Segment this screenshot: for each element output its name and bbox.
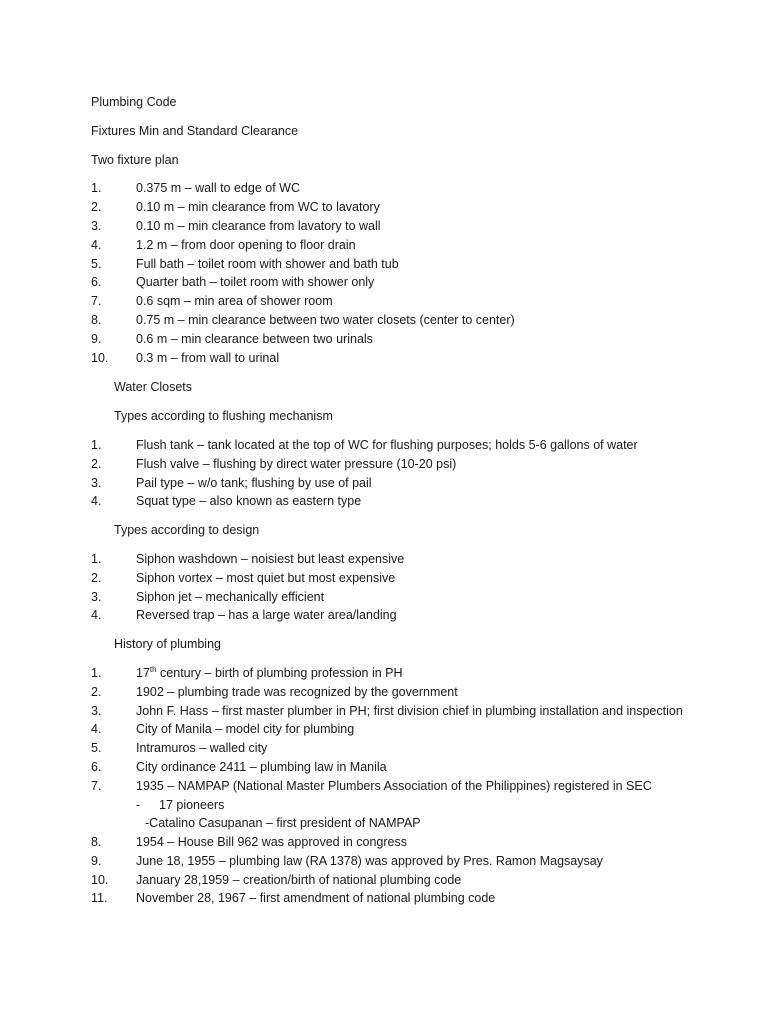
- list-item: 8. 0.75 m – min clearance between two water closets (center to center): [91, 312, 515, 327]
- list-item: 3. Siphon jet – mechanically efficient: [91, 589, 325, 604]
- history-heading: History of plumbing: [114, 637, 221, 652]
- list-item: 3. John F. Hass – first master plumber in PH; first division chief in plumbing installation and inspection: [91, 703, 683, 718]
- list-item: 2. Flush valve – flushing by direct water pressure (10-20 psi): [91, 456, 457, 471]
- list-item: 8. 1954 – House Bill 962 was approved in congress: [91, 835, 408, 850]
- list-item: 11. November 28, 1967 – first amendment of national plumbing code: [91, 891, 496, 906]
- list-item: 4. City of Manila – model city for plumbing: [91, 722, 355, 737]
- list-item: 2. 1902 – plumbing trade was recognized by the government: [91, 684, 458, 699]
- list-item: 4. Squat type – also known as eastern type: [91, 494, 362, 509]
- sub-item-text: -Catalino Casupanan – first president of NAMPAP: [145, 816, 421, 831]
- list-item: 1. 17th century – birth of plumbing profession in PH: [91, 664, 403, 680]
- list-item: 3. 0.10 m – min clearance from lavatory to wall: [91, 218, 381, 233]
- flushing-mechanism-list: [91, 436, 711, 511]
- document-title: Plumbing Code: [91, 95, 177, 109]
- list-item: 4. 1.2 m – from door opening to floor drain: [91, 237, 356, 252]
- list-item: 7. 1935 – NAMPAP (National Master Plumbers Association of the Philippines) registered in SEC: [91, 778, 652, 793]
- sub-item-text: 17 pioneers: [159, 797, 225, 812]
- list-item: 10. 0.3 m – from wall to urinal: [91, 350, 280, 365]
- list-item: 1. 0.375 m – wall to edge of WC: [91, 181, 300, 196]
- two-fixture-heading: Two fixture plan: [91, 152, 179, 167]
- list-item: 5. Full bath – toilet room with shower and bath tub: [91, 256, 399, 271]
- list-item: 10. January 28,1959 – creation/birth of national plumbing code: [91, 872, 462, 887]
- list-item: 6. Quarter bath – toilet room with shower only: [91, 275, 375, 290]
- list-item: 9. June 18, 1955 – plumbing law (RA 1378) was approved by Pres. Ramon Magsaysay: [91, 853, 603, 868]
- list-item: 9. 0.6 m – min clearance between two urinals: [91, 331, 373, 346]
- two-fixture-list: [91, 179, 711, 367]
- history-list: [91, 664, 711, 796]
- list-item: 2. Siphon vortex – most quiet but most expensive: [91, 570, 396, 585]
- document-page: [91, 93, 711, 908]
- design-types-list: [91, 550, 711, 625]
- list-item: 4. Reversed trap – has a large water area/landing: [91, 608, 397, 623]
- list-item: 2. 0.10 m – min clearance from WC to lavatory: [91, 200, 380, 215]
- list-item: 3. Pail type – w/o tank; flushing by use of pail: [91, 475, 372, 490]
- water-closets-heading: Water Closets: [114, 380, 193, 395]
- sub-list-item: [91, 796, 711, 815]
- list-item: 1. Flush tank – tank located at the top of WC for flushing purposes; holds 5-6 gallons of water: [91, 437, 638, 452]
- list-item: 6. City ordinance 2411 – plumbing law in Manila: [91, 759, 387, 774]
- flushing-mechanism-heading: Types according to flushing mechanism: [114, 409, 333, 424]
- history-list-continued: [91, 833, 711, 908]
- list-item: 7. 0.6 sqm – min area of shower room: [91, 294, 333, 309]
- list-item: 1. Siphon washdown – noisiest but least expensive: [91, 551, 405, 566]
- design-types-heading: Types according to design: [114, 523, 260, 538]
- document-subtitle: Fixtures Min and Standard Clearance: [91, 123, 299, 138]
- dash-marker: -: [136, 797, 141, 812]
- list-item: 5. Intramuros – walled city: [91, 741, 268, 756]
